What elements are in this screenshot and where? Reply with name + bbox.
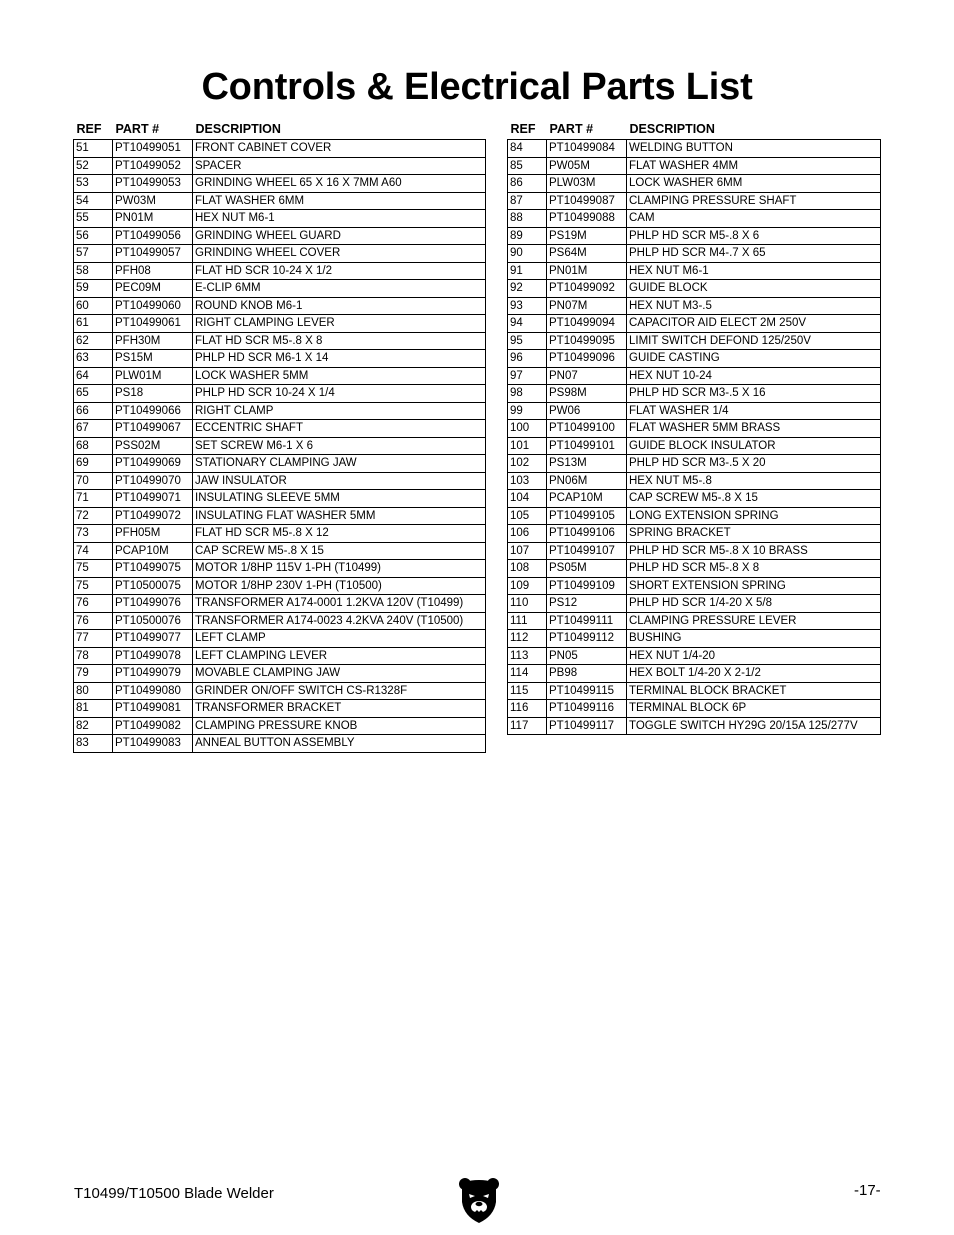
description-cell: GRINDING WHEEL COVER [193, 245, 486, 263]
part-number-cell: PS64M [547, 245, 627, 263]
part-number-cell: PSS02M [113, 437, 193, 455]
part-number-cell: PT10499080 [113, 682, 193, 700]
description-cell: CLAMPING PRESSURE KNOB [193, 717, 486, 735]
ref-header: REF [510, 122, 536, 136]
table-row [508, 560, 881, 578]
ref-cell: 72 [74, 507, 113, 525]
part-number-cell: PT10499075 [113, 560, 193, 578]
part-number-cell: PT10499094 [547, 315, 627, 333]
ref-cell: 63 [74, 350, 113, 368]
part-number-cell: PT10499105 [547, 507, 627, 525]
ref-cell: 79 [74, 665, 113, 683]
description-cell: TRANSFORMER A174-0023 4.2KVA 240V (T10500) [193, 612, 486, 630]
part-number-cell: PS98M [547, 385, 627, 403]
description-cell: GUIDE CASTING [627, 350, 881, 368]
description-cell: LEFT CLAMP [193, 630, 486, 648]
ref-cell: 62 [74, 332, 113, 350]
ref-cell: 54 [74, 192, 113, 210]
part-number-cell: PCAP10M [547, 490, 627, 508]
description-cell: ECCENTRIC SHAFT [193, 420, 486, 438]
table-row [508, 315, 881, 333]
description-cell: TRANSFORMER BRACKET [193, 700, 486, 718]
table-row [508, 682, 881, 700]
table-row [74, 175, 486, 193]
table-row [508, 297, 881, 315]
ref-cell: 114 [508, 665, 547, 683]
table-row [508, 385, 881, 403]
part-number-cell: PT10499112 [547, 630, 627, 648]
part-number-cell: PT10500075 [113, 577, 193, 595]
part-number-cell: PW05M [547, 157, 627, 175]
ref-cell: 88 [508, 210, 547, 228]
ref-cell: 115 [508, 682, 547, 700]
ref-cell: 52 [74, 157, 113, 175]
table-row [508, 280, 881, 298]
ref-cell: 117 [508, 717, 547, 735]
ref-cell: 84 [508, 140, 547, 158]
part-number-cell: PT10499092 [547, 280, 627, 298]
ref-cell: 97 [508, 367, 547, 385]
description-cell: HEX NUT M6-1 [627, 262, 881, 280]
table-row [508, 717, 881, 735]
ref-cell: 99 [508, 402, 547, 420]
part-number-cell: PT10499088 [547, 210, 627, 228]
table-row [74, 402, 486, 420]
part-number-cell: PT10499079 [113, 665, 193, 683]
table-row [74, 507, 486, 525]
description-cell: SPRING BRACKET [627, 525, 881, 543]
part-number-header: PART # [115, 122, 160, 136]
ref-cell: 77 [74, 630, 113, 648]
ref-cell: 64 [74, 367, 113, 385]
ref-cell: 51 [74, 140, 113, 158]
table-row [508, 507, 881, 525]
description-header: DESCRIPTION [629, 122, 715, 136]
description-cell: PHLP HD SCR M4-.7 X 65 [627, 245, 881, 263]
ref-cell: 75 [74, 577, 113, 595]
part-number-cell: PFH08 [113, 262, 193, 280]
part-number-cell: PS05M [547, 560, 627, 578]
description-cell: GRINDER ON/OFF SWITCH CS-R1328F [193, 682, 486, 700]
ref-cell: 103 [508, 472, 547, 490]
ref-cell: 70 [74, 472, 113, 490]
description-cell: PHLP HD SCR M5-.8 X 6 [627, 227, 881, 245]
description-cell: PHLP HD SCR M3-.5 X 16 [627, 385, 881, 403]
table-row [508, 157, 881, 175]
table-row [508, 350, 881, 368]
table-row [508, 577, 881, 595]
description-cell: HEX NUT 1/4-20 [627, 647, 881, 665]
table-row [74, 682, 486, 700]
part-number-cell: PFH05M [113, 525, 193, 543]
table-row [508, 612, 881, 630]
description-cell: PHLP HD SCR M5-.8 X 10 BRASS [627, 542, 881, 560]
part-number-cell: PFH30M [113, 332, 193, 350]
description-cell: SHORT EXTENSION SPRING [627, 577, 881, 595]
description-cell: FRONT CABINET COVER [193, 140, 486, 158]
grizzly-bear-icon [458, 1176, 500, 1224]
part-number-cell: PT10499117 [547, 717, 627, 735]
part-number-cell: PT10499084 [547, 140, 627, 158]
ref-cell: 87 [508, 192, 547, 210]
description-cell: HEX NUT 10-24 [627, 367, 881, 385]
part-number-cell: PT10499061 [113, 315, 193, 333]
description-cell: HEX NUT M5-.8 [627, 472, 881, 490]
ref-cell: 105 [508, 507, 547, 525]
part-number-cell: PN06M [547, 472, 627, 490]
parts-table-right [507, 121, 881, 735]
part-number-cell: PN07 [547, 367, 627, 385]
description-cell: TERMINAL BLOCK 6P [627, 700, 881, 718]
description-cell: FLAT WASHER 4MM [627, 157, 881, 175]
description-cell: MOTOR 1/8HP 230V 1-PH (T10500) [193, 577, 486, 595]
table-row [74, 472, 486, 490]
ref-cell: 111 [508, 612, 547, 630]
description-cell: STATIONARY CLAMPING JAW [193, 455, 486, 473]
table-row [508, 472, 881, 490]
part-number-cell: PT10499096 [547, 350, 627, 368]
description-cell: TRANSFORMER A174-0001 1.2KVA 120V (T10499) [193, 595, 486, 613]
table-row [74, 717, 486, 735]
part-number-cell: PW03M [113, 192, 193, 210]
description-cell: SET SCREW M6-1 X 6 [193, 437, 486, 455]
ref-cell: 76 [74, 612, 113, 630]
table-row [74, 157, 486, 175]
description-cell: CAP SCREW M5-.8 X 15 [627, 490, 881, 508]
part-number-cell: PS19M [547, 227, 627, 245]
part-number-cell: PS18 [113, 385, 193, 403]
ref-cell: 59 [74, 280, 113, 298]
ref-cell: 113 [508, 647, 547, 665]
ref-cell: 58 [74, 262, 113, 280]
table-row [74, 227, 486, 245]
part-number-cell: PLW03M [547, 175, 627, 193]
description-cell: HEX NUT M6-1 [193, 210, 486, 228]
part-number-cell: PT10499056 [113, 227, 193, 245]
description-cell: FLAT WASHER 5MM BRASS [627, 420, 881, 438]
part-number-cell: PT10499116 [547, 700, 627, 718]
table-row [508, 455, 881, 473]
table-row [74, 315, 486, 333]
description-cell: LEFT CLAMPING LEVER [193, 647, 486, 665]
description-cell: JAW INSULATOR [193, 472, 486, 490]
description-cell: FLAT WASHER 1/4 [627, 402, 881, 420]
ref-cell: 95 [508, 332, 547, 350]
table-row [508, 402, 881, 420]
part-number-cell: PS15M [113, 350, 193, 368]
description-cell: CLAMPING PRESSURE SHAFT [627, 192, 881, 210]
ref-cell: 61 [74, 315, 113, 333]
table-row [74, 245, 486, 263]
description-cell: WELDING BUTTON [627, 140, 881, 158]
table-row [508, 525, 881, 543]
ref-cell: 90 [508, 245, 547, 263]
table-row [508, 175, 881, 193]
part-number-cell: PT10499095 [547, 332, 627, 350]
description-cell: SPACER [193, 157, 486, 175]
table-row [74, 630, 486, 648]
ref-cell: 60 [74, 297, 113, 315]
part-number-cell: PT10499052 [113, 157, 193, 175]
description-cell: LOCK WASHER 6MM [627, 175, 881, 193]
table-row [508, 542, 881, 560]
table-row [508, 437, 881, 455]
table-row [74, 560, 486, 578]
ref-cell: 53 [74, 175, 113, 193]
table-row [74, 665, 486, 683]
ref-cell: 108 [508, 560, 547, 578]
ref-cell: 100 [508, 420, 547, 438]
table-row [74, 612, 486, 630]
ref-cell: 69 [74, 455, 113, 473]
part-number-cell: PT10499109 [547, 577, 627, 595]
part-number-cell: PCAP10M [113, 542, 193, 560]
table-row [508, 420, 881, 438]
description-cell: CLAMPING PRESSURE LEVER [627, 612, 881, 630]
part-number-cell: PT10499077 [113, 630, 193, 648]
table-row [508, 367, 881, 385]
ref-cell: 74 [74, 542, 113, 560]
table-row [74, 280, 486, 298]
table-row [74, 490, 486, 508]
description-cell: MOVABLE CLAMPING JAW [193, 665, 486, 683]
part-number-cell: PT10499115 [547, 682, 627, 700]
page-title: Controls & Electrical Parts List [201, 66, 753, 108]
table-row [74, 525, 486, 543]
ref-cell: 83 [74, 735, 113, 753]
table-row [74, 140, 486, 158]
table-row [508, 140, 881, 158]
ref-cell: 93 [508, 297, 547, 315]
ref-cell: 104 [508, 490, 547, 508]
description-cell: LOCK WASHER 5MM [193, 367, 486, 385]
description-cell: TERMINAL BLOCK BRACKET [627, 682, 881, 700]
part-number-cell: PT10499053 [113, 175, 193, 193]
description-cell: LONG EXTENSION SPRING [627, 507, 881, 525]
description-cell: FLAT HD SCR M5-.8 X 8 [193, 332, 486, 350]
table-row [74, 350, 486, 368]
part-number-header: PART # [549, 122, 594, 136]
part-number-cell: PN07M [547, 297, 627, 315]
table-row [74, 420, 486, 438]
table-row [74, 332, 486, 350]
part-number-cell: PN01M [113, 210, 193, 228]
part-number-cell: PS13M [547, 455, 627, 473]
table-row [74, 385, 486, 403]
ref-cell: 56 [74, 227, 113, 245]
table-row [508, 210, 881, 228]
ref-cell: 57 [74, 245, 113, 263]
description-header: DESCRIPTION [195, 122, 281, 136]
description-cell: TOGGLE SWITCH HY29G 20/15A 125/277V [627, 717, 881, 735]
description-cell: RIGHT CLAMPING LEVER [193, 315, 486, 333]
part-number-cell: PT10499106 [547, 525, 627, 543]
description-cell: FLAT HD SCR 10-24 X 1/2 [193, 262, 486, 280]
ref-cell: 55 [74, 210, 113, 228]
description-cell: ROUND KNOB M6-1 [193, 297, 486, 315]
description-cell: INSULATING FLAT WASHER 5MM [193, 507, 486, 525]
table-row [74, 595, 486, 613]
ref-cell: 66 [74, 402, 113, 420]
ref-cell: 102 [508, 455, 547, 473]
table-row [508, 665, 881, 683]
ref-cell: 80 [74, 682, 113, 700]
description-cell: MOTOR 1/8HP 115V 1-PH (T10499) [193, 560, 486, 578]
parts-table-left-body [74, 140, 486, 753]
ref-cell: 110 [508, 595, 547, 613]
table-row [508, 332, 881, 350]
description-cell: BUSHING [627, 630, 881, 648]
ref-cell: 71 [74, 490, 113, 508]
table-row [508, 490, 881, 508]
table-row [508, 227, 881, 245]
table-row [74, 455, 486, 473]
description-cell: CAPACITOR AID ELECT 2M 250V [627, 315, 881, 333]
ref-cell: 76 [74, 595, 113, 613]
ref-cell: 82 [74, 717, 113, 735]
description-cell: GRINDING WHEEL 65 X 16 X 7MM A60 [193, 175, 486, 193]
table-row [74, 262, 486, 280]
table-row [74, 192, 486, 210]
part-number-cell: PT10499078 [113, 647, 193, 665]
ref-cell: 78 [74, 647, 113, 665]
part-number-cell: PT10499060 [113, 297, 193, 315]
part-number-cell: PT10499067 [113, 420, 193, 438]
part-number-cell: PT10499111 [547, 612, 627, 630]
table-row [74, 735, 486, 753]
part-number-cell: PB98 [547, 665, 627, 683]
ref-cell: 91 [508, 262, 547, 280]
description-cell: ANNEAL BUTTON ASSEMBLY [193, 735, 486, 753]
part-number-cell: PN05 [547, 647, 627, 665]
ref-cell: 94 [508, 315, 547, 333]
description-cell: PHLP HD SCR M3-.5 X 20 [627, 455, 881, 473]
part-number-cell: PT10500076 [113, 612, 193, 630]
part-number-cell: PT10499081 [113, 700, 193, 718]
ref-cell: 68 [74, 437, 113, 455]
description-cell: HEX BOLT 1/4-20 X 2-1/2 [627, 665, 881, 683]
part-number-cell: PW06 [547, 402, 627, 420]
part-number-cell: PS12 [547, 595, 627, 613]
description-cell: CAP SCREW M5-.8 X 15 [193, 542, 486, 560]
ref-cell: 89 [508, 227, 547, 245]
table-row [74, 367, 486, 385]
ref-cell: 65 [74, 385, 113, 403]
ref-cell: 67 [74, 420, 113, 438]
table-row [74, 577, 486, 595]
part-number-cell: PT10499083 [113, 735, 193, 753]
part-number-cell: PT10499066 [113, 402, 193, 420]
footer-model: T10499/T10500 Blade Welder [74, 1185, 274, 1202]
ref-cell: 86 [508, 175, 547, 193]
ref-header: REF [76, 122, 102, 136]
description-cell: PHLP HD SCR M5-.8 X 8 [627, 560, 881, 578]
table-row [74, 647, 486, 665]
description-cell: LIMIT SWITCH DEFOND 125/250V [627, 332, 881, 350]
description-cell: INSULATING SLEEVE 5MM [193, 490, 486, 508]
table-row [508, 595, 881, 613]
part-number-cell: PT10499051 [113, 140, 193, 158]
description-cell: RIGHT CLAMP [193, 402, 486, 420]
table-row [508, 245, 881, 263]
parts-table-left [73, 121, 486, 753]
ref-cell: 101 [508, 437, 547, 455]
ref-cell: 92 [508, 280, 547, 298]
page-number: -17- [854, 1182, 881, 1199]
table-row [508, 647, 881, 665]
part-number-cell: PT10499071 [113, 490, 193, 508]
table-row [508, 630, 881, 648]
ref-cell: 112 [508, 630, 547, 648]
ref-cell: 85 [508, 157, 547, 175]
table-row [74, 542, 486, 560]
ref-cell: 73 [74, 525, 113, 543]
part-number-cell: PEC09M [113, 280, 193, 298]
ref-cell: 106 [508, 525, 547, 543]
table-header-row [508, 121, 881, 140]
description-cell: FLAT WASHER 6MM [193, 192, 486, 210]
table-row [74, 210, 486, 228]
part-number-cell: PT10499076 [113, 595, 193, 613]
part-number-cell: PT10499087 [547, 192, 627, 210]
part-number-cell: PT10499107 [547, 542, 627, 560]
description-cell: PHLP HD SCR M6-1 X 14 [193, 350, 486, 368]
description-cell: PHLP HD SCR 10-24 X 1/4 [193, 385, 486, 403]
description-cell: HEX NUT M3-.5 [627, 297, 881, 315]
table-header-row [74, 121, 486, 140]
part-number-cell: PLW01M [113, 367, 193, 385]
part-number-cell: PT10499100 [547, 420, 627, 438]
part-number-cell: PN01M [547, 262, 627, 280]
ref-cell: 107 [508, 542, 547, 560]
description-cell: GUIDE BLOCK INSULATOR [627, 437, 881, 455]
part-number-cell: PT10499057 [113, 245, 193, 263]
ref-cell: 75 [74, 560, 113, 578]
table-row [508, 700, 881, 718]
part-number-cell: PT10499070 [113, 472, 193, 490]
table-row [74, 700, 486, 718]
ref-cell: 96 [508, 350, 547, 368]
ref-cell: 98 [508, 385, 547, 403]
ref-cell: 109 [508, 577, 547, 595]
part-number-cell: PT10499072 [113, 507, 193, 525]
description-cell: GUIDE BLOCK [627, 280, 881, 298]
table-row [508, 262, 881, 280]
table-row [74, 437, 486, 455]
ref-cell: 116 [508, 700, 547, 718]
table-row [508, 192, 881, 210]
ref-cell: 81 [74, 700, 113, 718]
description-cell: E-CLIP 6MM [193, 280, 486, 298]
part-number-cell: PT10499101 [547, 437, 627, 455]
description-cell: CAM [627, 210, 881, 228]
part-number-cell: PT10499082 [113, 717, 193, 735]
description-cell: PHLP HD SCR 1/4-20 X 5/8 [627, 595, 881, 613]
table-row [74, 297, 486, 315]
parts-table-right-body [508, 140, 881, 735]
description-cell: GRINDING WHEEL GUARD [193, 227, 486, 245]
description-cell: FLAT HD SCR M5-.8 X 12 [193, 525, 486, 543]
part-number-cell: PT10499069 [113, 455, 193, 473]
